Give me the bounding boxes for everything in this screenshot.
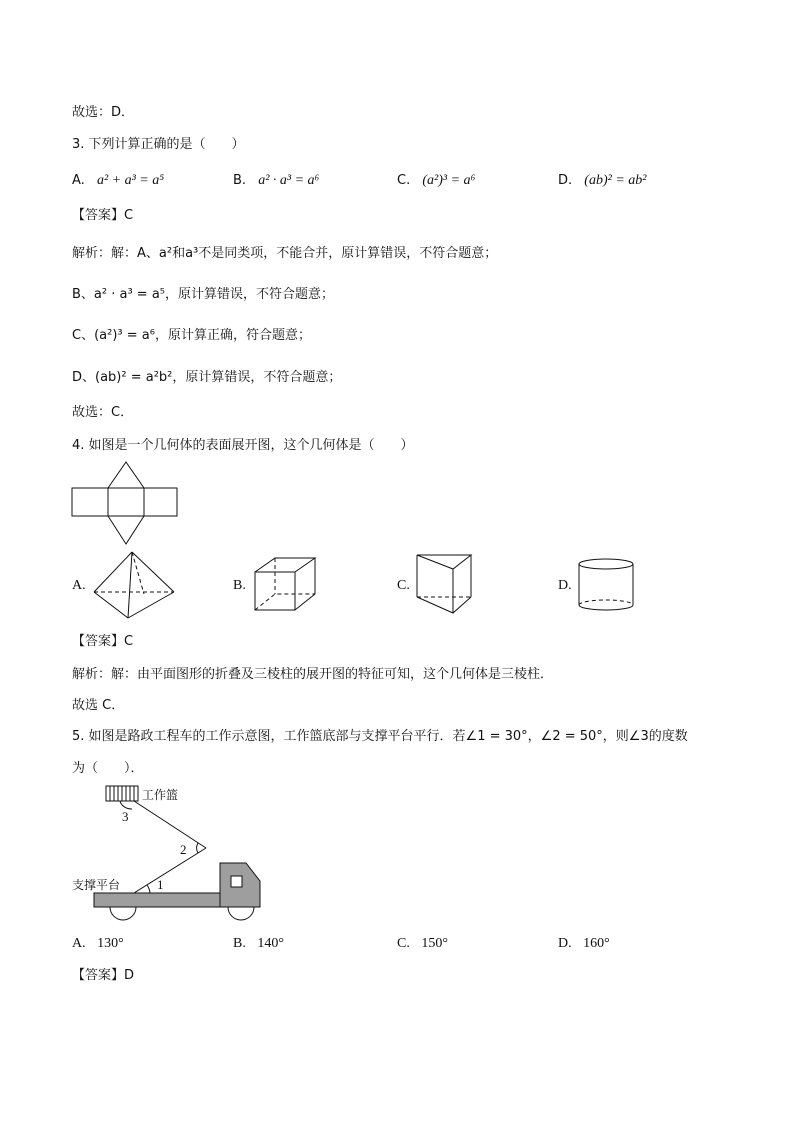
- q5-option-b: [233, 935, 284, 953]
- q3-option-a-expr: a² + a³ = a⁵: [96, 173, 165, 188]
- q3-option-b: [233, 172, 319, 190]
- q4-net-figure: [72, 460, 182, 546]
- q3-stem: 3. 下列计算正确的是（ ）: [72, 137, 245, 152]
- q5-answer: 【答案】D: [72, 968, 135, 983]
- q2-conclusion: 故选：D．: [72, 105, 135, 120]
- q3-analysis-a: 解析：解：A、a²和a³不是同类项，不能合并，原计算错误，不符合题意；: [72, 246, 498, 261]
- cylinder-figure: [578, 557, 636, 613]
- q3-analysis-b: B、a² · a³ = a⁵，原计算错误，不符合题意；: [72, 287, 335, 302]
- q5-option-a-label: A.: [72, 936, 86, 951]
- q4-conclusion: 故选 C．: [72, 698, 125, 713]
- q5-option-d-label: D.: [558, 936, 572, 951]
- q3-conclusion: 故选：C．: [72, 405, 134, 420]
- q4-stem: 4. 如图是一个几何体的表面展开图，这个几何体是（ ）: [72, 438, 414, 453]
- q5-option-b-label: B.: [233, 936, 246, 951]
- angle-2-label: 2: [180, 842, 187, 857]
- angle-1-label: 1: [157, 877, 164, 892]
- q5-option-d: [558, 935, 610, 953]
- q4-option-a-label: A.: [72, 578, 86, 593]
- basket-label: 工作篮: [142, 788, 179, 802]
- q3-analysis-c: C、(a²)³ = a⁶，原计算正确，符合题意；: [72, 328, 311, 343]
- q3-option-b-expr: a² · a³ = a⁶: [258, 173, 320, 188]
- q5-option-a-value: 130°: [97, 936, 124, 951]
- cube-figure: [253, 556, 319, 612]
- q5-option-b-value: 140°: [257, 936, 284, 951]
- platform-label: 支撑平台: [72, 878, 121, 892]
- q3-option-a-label: A.: [72, 173, 85, 188]
- q3-option-c-expr: (a²)³ = a⁶: [422, 173, 476, 188]
- q4-option-d-label: D.: [558, 578, 572, 593]
- q5-option-c-value: 150°: [421, 936, 448, 951]
- q3-analysis-d: D、(ab)² = a²b²，原计算错误，不符合题意；: [72, 370, 342, 385]
- q3-option-a: [72, 172, 164, 190]
- q5-option-d-value: 160°: [583, 936, 610, 951]
- pyramid-figure: [92, 550, 176, 620]
- q5-option-a: [72, 935, 124, 953]
- q5-stem-line2: 为（ ）．: [72, 761, 144, 776]
- q4-option-b-label: B.: [233, 578, 246, 593]
- q5-stem-line1: 5. 如图是路政工程车的工作示意图，工作篮底部与支撑平台平行．若∠1 = 30°，∠2 = 50°，则∠3的度数: [72, 729, 688, 744]
- q5-option-c: [397, 935, 448, 953]
- q3-option-d-expr: (ab)² = ab²: [584, 173, 647, 188]
- triangular-prism-figure: [415, 553, 473, 615]
- q3-option-c-label: C.: [397, 173, 411, 188]
- q3-answer: 【答案】C: [72, 208, 134, 223]
- q4-option-c-label: C.: [397, 578, 410, 593]
- q4-analysis: 解析：解：由平面图形的折叠及三棱柱的展开图的特征可知，这个几何体是三棱柱．: [72, 667, 554, 682]
- q3-option-c: [397, 172, 475, 190]
- angle-3-label: 3: [122, 809, 129, 824]
- q3-option-d: [558, 172, 646, 190]
- q5-truck-figure: [70, 783, 270, 928]
- q3-option-d-label: D.: [558, 173, 573, 188]
- q5-option-c-label: C.: [397, 936, 410, 951]
- q4-answer: 【答案】C: [72, 634, 134, 649]
- q3-option-b-label: B.: [233, 173, 247, 188]
